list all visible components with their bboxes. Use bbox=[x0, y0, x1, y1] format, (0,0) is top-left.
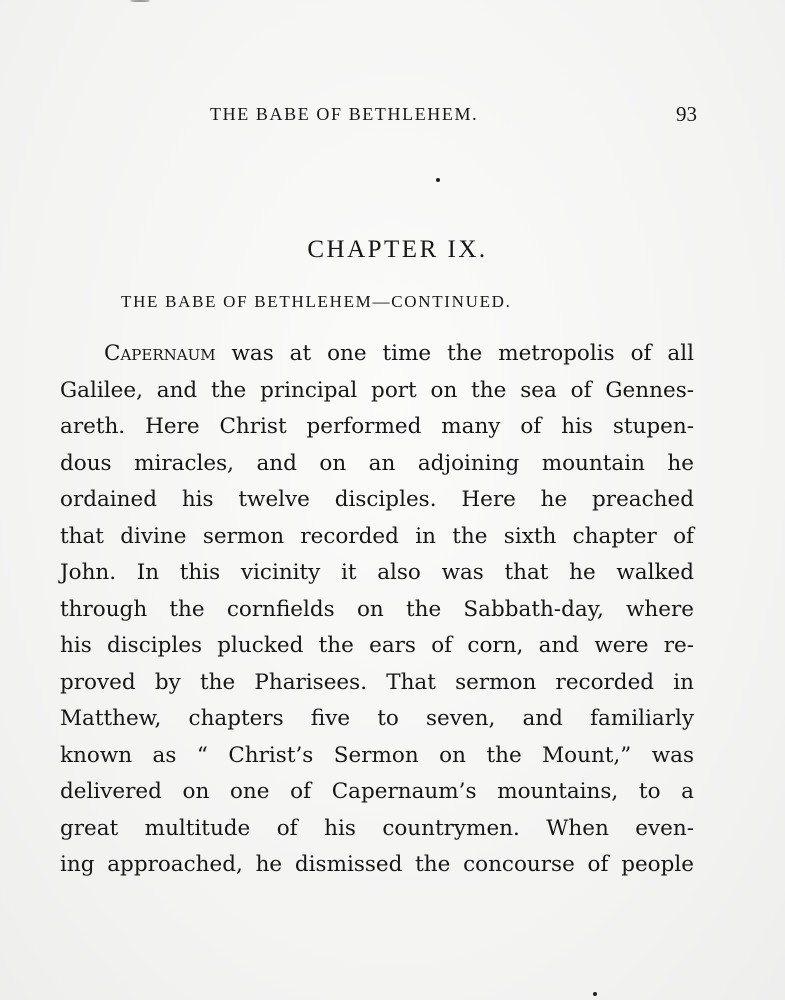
lead-word: Capernaum bbox=[104, 341, 216, 366]
body-line: John. In this vicinity it also was that he walked bbox=[60, 560, 694, 585]
body-line: great multitude of his countrymen. When even- bbox=[60, 815, 694, 841]
scan-speck bbox=[130, 0, 150, 2]
page-number: 93 bbox=[676, 102, 697, 126]
body-line: areth. Here Christ performed many of his stupen- bbox=[60, 414, 694, 439]
body-line: Galilee, and the principal port on the sea of Gennes- bbox=[60, 377, 694, 403]
chapter-title: CHAPTER IX. bbox=[307, 236, 488, 263]
body-line: ordained his twelve disciples. Here he preached bbox=[60, 487, 694, 512]
chapter-subtitle: THE BABE OF BETHLEHEM—CONTINUED. bbox=[121, 292, 512, 311]
body-line-text: was at one time the metropolis of all bbox=[215, 341, 694, 366]
scan-speck bbox=[593, 992, 597, 996]
scan-speck bbox=[436, 178, 440, 182]
running-head: THE BABE OF BETHLEHEM. bbox=[210, 104, 479, 124]
body-line: dous miracles, and on an adjoining mountain he bbox=[60, 450, 694, 476]
body-line: delivered on one of Capernaum’s mountains, to a bbox=[60, 779, 694, 804]
body-line: ing approached, he dismissed the concourse of people bbox=[60, 852, 694, 877]
body-line bbox=[60, 336, 694, 373]
body-line: through the cornfields on the Sabbath-day, where bbox=[60, 596, 694, 622]
body-line: proved by the Pharisees. That sermon recorded in bbox=[60, 669, 694, 695]
body-paragraph bbox=[60, 336, 694, 884]
body-line: known as “ Christ’s Sermon on the Mount,” was bbox=[60, 742, 694, 768]
body-line: his disciples plucked the ears of corn, and were re- bbox=[60, 633, 694, 658]
body-line: Matthew, chapters five to seven, and familiarly bbox=[60, 706, 694, 731]
body-line: that divine sermon recorded in the sixth chapter of bbox=[60, 523, 694, 549]
